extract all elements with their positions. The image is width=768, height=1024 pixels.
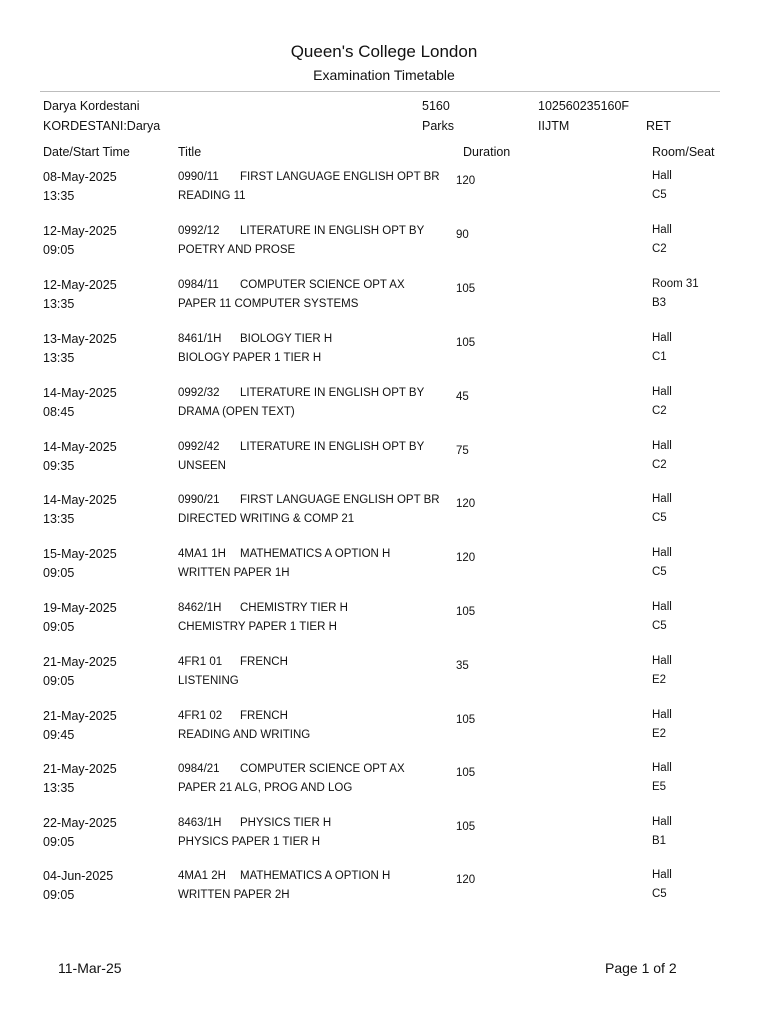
header-divider xyxy=(40,91,720,92)
exam-duration: 105 xyxy=(456,767,476,779)
exam-subject: LITERATURE IN ENGLISH OPT BY xyxy=(240,387,425,399)
exam-time: 13:35 xyxy=(43,512,75,526)
exam-row xyxy=(0,601,768,655)
exam-row xyxy=(0,547,768,601)
exam-date: 14-May-2025 xyxy=(43,493,117,507)
exam-subject: COMPUTER SCIENCE OPT AX xyxy=(240,279,405,291)
exam-room: Hall xyxy=(652,547,672,559)
exam-paper: WRITTEN PAPER 1H xyxy=(178,567,290,579)
candidate-status: RET xyxy=(646,119,671,133)
exam-seat: B3 xyxy=(652,297,667,309)
exam-seat: E5 xyxy=(652,781,667,793)
exam-time: 09:05 xyxy=(43,674,75,688)
exam-duration: 90 xyxy=(456,229,469,241)
exam-date: 15-May-2025 xyxy=(43,547,117,561)
exam-row xyxy=(0,869,768,923)
exam-duration: 105 xyxy=(456,283,476,295)
exam-date: 21-May-2025 xyxy=(43,655,117,669)
exam-code: 4FR1 01 xyxy=(178,656,223,668)
exam-duration: 120 xyxy=(456,175,476,187)
candidate-uci: 102560235160F xyxy=(538,99,630,113)
exam-seat: B1 xyxy=(652,835,667,847)
exam-paper: LISTENING xyxy=(178,675,239,687)
college-name: Queen's College London xyxy=(290,42,478,61)
exam-paper: READING 11 xyxy=(178,190,246,202)
exam-subject: FRENCH xyxy=(240,656,288,668)
exam-seat: C5 xyxy=(652,512,667,524)
exam-date: 13-May-2025 xyxy=(43,332,117,346)
exam-date: 22-May-2025 xyxy=(43,816,117,830)
exam-subject: COMPUTER SCIENCE OPT AX xyxy=(240,763,405,775)
exam-row xyxy=(0,278,768,332)
exam-code: 8461/1H xyxy=(178,333,222,345)
exam-seat: C1 xyxy=(652,351,667,363)
exam-room: Hall xyxy=(652,709,672,721)
exam-subject: LITERATURE IN ENGLISH OPT BY xyxy=(240,441,425,453)
exam-time: 09:05 xyxy=(43,835,75,849)
exam-paper: PAPER 21 ALG, PROG AND LOG xyxy=(178,782,353,794)
exam-seat: C2 xyxy=(652,405,667,417)
column-header-title: Title xyxy=(178,145,202,159)
document-title: Examination Timetable xyxy=(313,67,455,83)
exam-code: 4FR1 02 xyxy=(178,710,223,722)
exam-row xyxy=(0,224,768,278)
exam-seat: C5 xyxy=(652,566,667,578)
candidate-centre: Parks xyxy=(422,119,454,133)
exam-paper: BIOLOGY PAPER 1 TIER H xyxy=(178,352,322,364)
page-number: Page 1 of 2 xyxy=(605,960,677,976)
exam-paper: WRITTEN PAPER 2H xyxy=(178,889,290,901)
exam-date: 04-Jun-2025 xyxy=(43,869,114,883)
exam-subject: LITERATURE IN ENGLISH OPT BY xyxy=(240,225,425,237)
exam-room: Hall xyxy=(652,440,672,452)
exam-subject: MATHEMATICS A OPTION H xyxy=(240,870,391,882)
exam-time: 13:35 xyxy=(43,189,75,203)
exam-code: 0990/11 xyxy=(178,171,219,183)
exam-room: Room 31 xyxy=(652,278,699,290)
exam-row xyxy=(0,816,768,870)
exam-duration: 105 xyxy=(456,606,476,618)
exam-time: 09:05 xyxy=(43,243,75,257)
exam-date: 21-May-2025 xyxy=(43,709,117,723)
exam-room: Hall xyxy=(652,816,672,828)
exam-subject: PHYSICS TIER H xyxy=(240,817,332,829)
exam-row xyxy=(0,332,768,386)
candidate-name: Darya Kordestani xyxy=(43,99,140,113)
exam-room: Hall xyxy=(652,869,672,881)
exam-duration: 35 xyxy=(456,660,469,672)
exam-subject: BIOLOGY TIER H xyxy=(240,333,333,345)
exam-duration: 120 xyxy=(456,498,476,510)
exam-room: Hall xyxy=(652,762,672,774)
column-header-date: Date/Start Time xyxy=(43,145,130,159)
exam-date: 08-May-2025 xyxy=(43,170,117,184)
exam-duration: 105 xyxy=(456,821,476,833)
exam-room: Hall xyxy=(652,493,672,505)
candidate-code: IIJTM xyxy=(538,119,570,133)
exam-date: 19-May-2025 xyxy=(43,601,117,615)
exam-code: 0990/21 xyxy=(178,494,220,506)
exam-date: 14-May-2025 xyxy=(43,386,117,400)
exam-row xyxy=(0,386,768,440)
exam-code: 0984/11 xyxy=(178,279,219,291)
exam-code: 0992/12 xyxy=(178,225,220,237)
exam-room: Hall xyxy=(652,601,672,613)
exam-row xyxy=(0,440,768,494)
exam-subject: FIRST LANGUAGE ENGLISH OPT BR xyxy=(240,494,440,506)
exam-paper: PHYSICS PAPER 1 TIER H xyxy=(178,836,321,848)
exam-date: 12-May-2025 xyxy=(43,224,117,238)
printed-date: 11-Mar-25 xyxy=(58,960,122,976)
exam-time: 13:35 xyxy=(43,351,75,365)
exam-paper: PAPER 11 COMPUTER SYSTEMS xyxy=(178,298,359,310)
exam-duration: 45 xyxy=(456,391,469,403)
column-header-duration: Duration xyxy=(463,145,511,159)
exam-code: 0992/32 xyxy=(178,387,220,399)
exam-seat: C5 xyxy=(652,620,667,632)
exam-duration: 120 xyxy=(456,874,476,886)
exam-paper: DIRECTED WRITING & COMP 21 xyxy=(178,513,355,525)
exam-code: 8463/1H xyxy=(178,817,222,829)
exam-subject: MATHEMATICS A OPTION H xyxy=(240,548,391,560)
exam-room: Hall xyxy=(652,224,672,236)
exam-row xyxy=(0,655,768,709)
exam-subject: FIRST LANGUAGE ENGLISH OPT BR xyxy=(240,171,440,183)
exam-code: 8462/1H xyxy=(178,602,222,614)
candidate-number: 5160 xyxy=(422,99,450,113)
exam-duration: 75 xyxy=(456,445,469,457)
exam-subject: CHEMISTRY TIER H xyxy=(240,602,348,614)
exam-row xyxy=(0,762,768,816)
exam-duration: 105 xyxy=(456,714,476,726)
exam-seat: C2 xyxy=(652,459,667,471)
exam-seat: C5 xyxy=(652,888,667,900)
column-header-room: Room/Seat xyxy=(652,145,715,159)
exam-duration: 120 xyxy=(456,552,476,564)
exam-paper: UNSEEN xyxy=(178,460,226,472)
exam-time: 13:35 xyxy=(43,297,75,311)
exam-time: 13:35 xyxy=(43,781,75,795)
exam-date: 14-May-2025 xyxy=(43,440,117,454)
exam-code: 4MA1 1H xyxy=(178,548,226,560)
exam-time: 09:45 xyxy=(43,728,75,742)
exam-date: 21-May-2025 xyxy=(43,762,117,776)
exam-paper: CHEMISTRY PAPER 1 TIER H xyxy=(178,621,337,633)
exam-seat: C2 xyxy=(652,243,667,255)
exam-seat: C5 xyxy=(652,189,667,201)
exam-row xyxy=(0,170,768,224)
exam-room: Hall xyxy=(652,170,672,182)
exam-code: 0992/42 xyxy=(178,441,220,453)
exam-paper: DRAMA (OPEN TEXT) xyxy=(178,406,295,418)
candidate-name-alt: KORDESTANI:Darya xyxy=(43,119,161,133)
exam-seat: E2 xyxy=(652,674,667,686)
exam-paper: POETRY AND PROSE xyxy=(178,244,296,256)
exam-subject: FRENCH xyxy=(240,710,288,722)
exam-time: 09:05 xyxy=(43,620,75,634)
exam-code: 0984/21 xyxy=(178,763,220,775)
exam-duration: 105 xyxy=(456,337,476,349)
exam-room: Hall xyxy=(652,386,672,398)
exam-date: 12-May-2025 xyxy=(43,278,117,292)
exam-room: Hall xyxy=(652,655,672,667)
exam-time: 09:35 xyxy=(43,459,75,473)
exam-time: 09:05 xyxy=(43,888,75,902)
exam-row xyxy=(0,493,768,547)
exam-time: 09:05 xyxy=(43,566,75,580)
exam-code: 4MA1 2H xyxy=(178,870,226,882)
exam-seat: E2 xyxy=(652,728,667,740)
exam-room: Hall xyxy=(652,332,672,344)
exam-time: 08:45 xyxy=(43,405,75,419)
exam-row xyxy=(0,709,768,763)
exam-paper: READING AND WRITING xyxy=(178,729,311,741)
